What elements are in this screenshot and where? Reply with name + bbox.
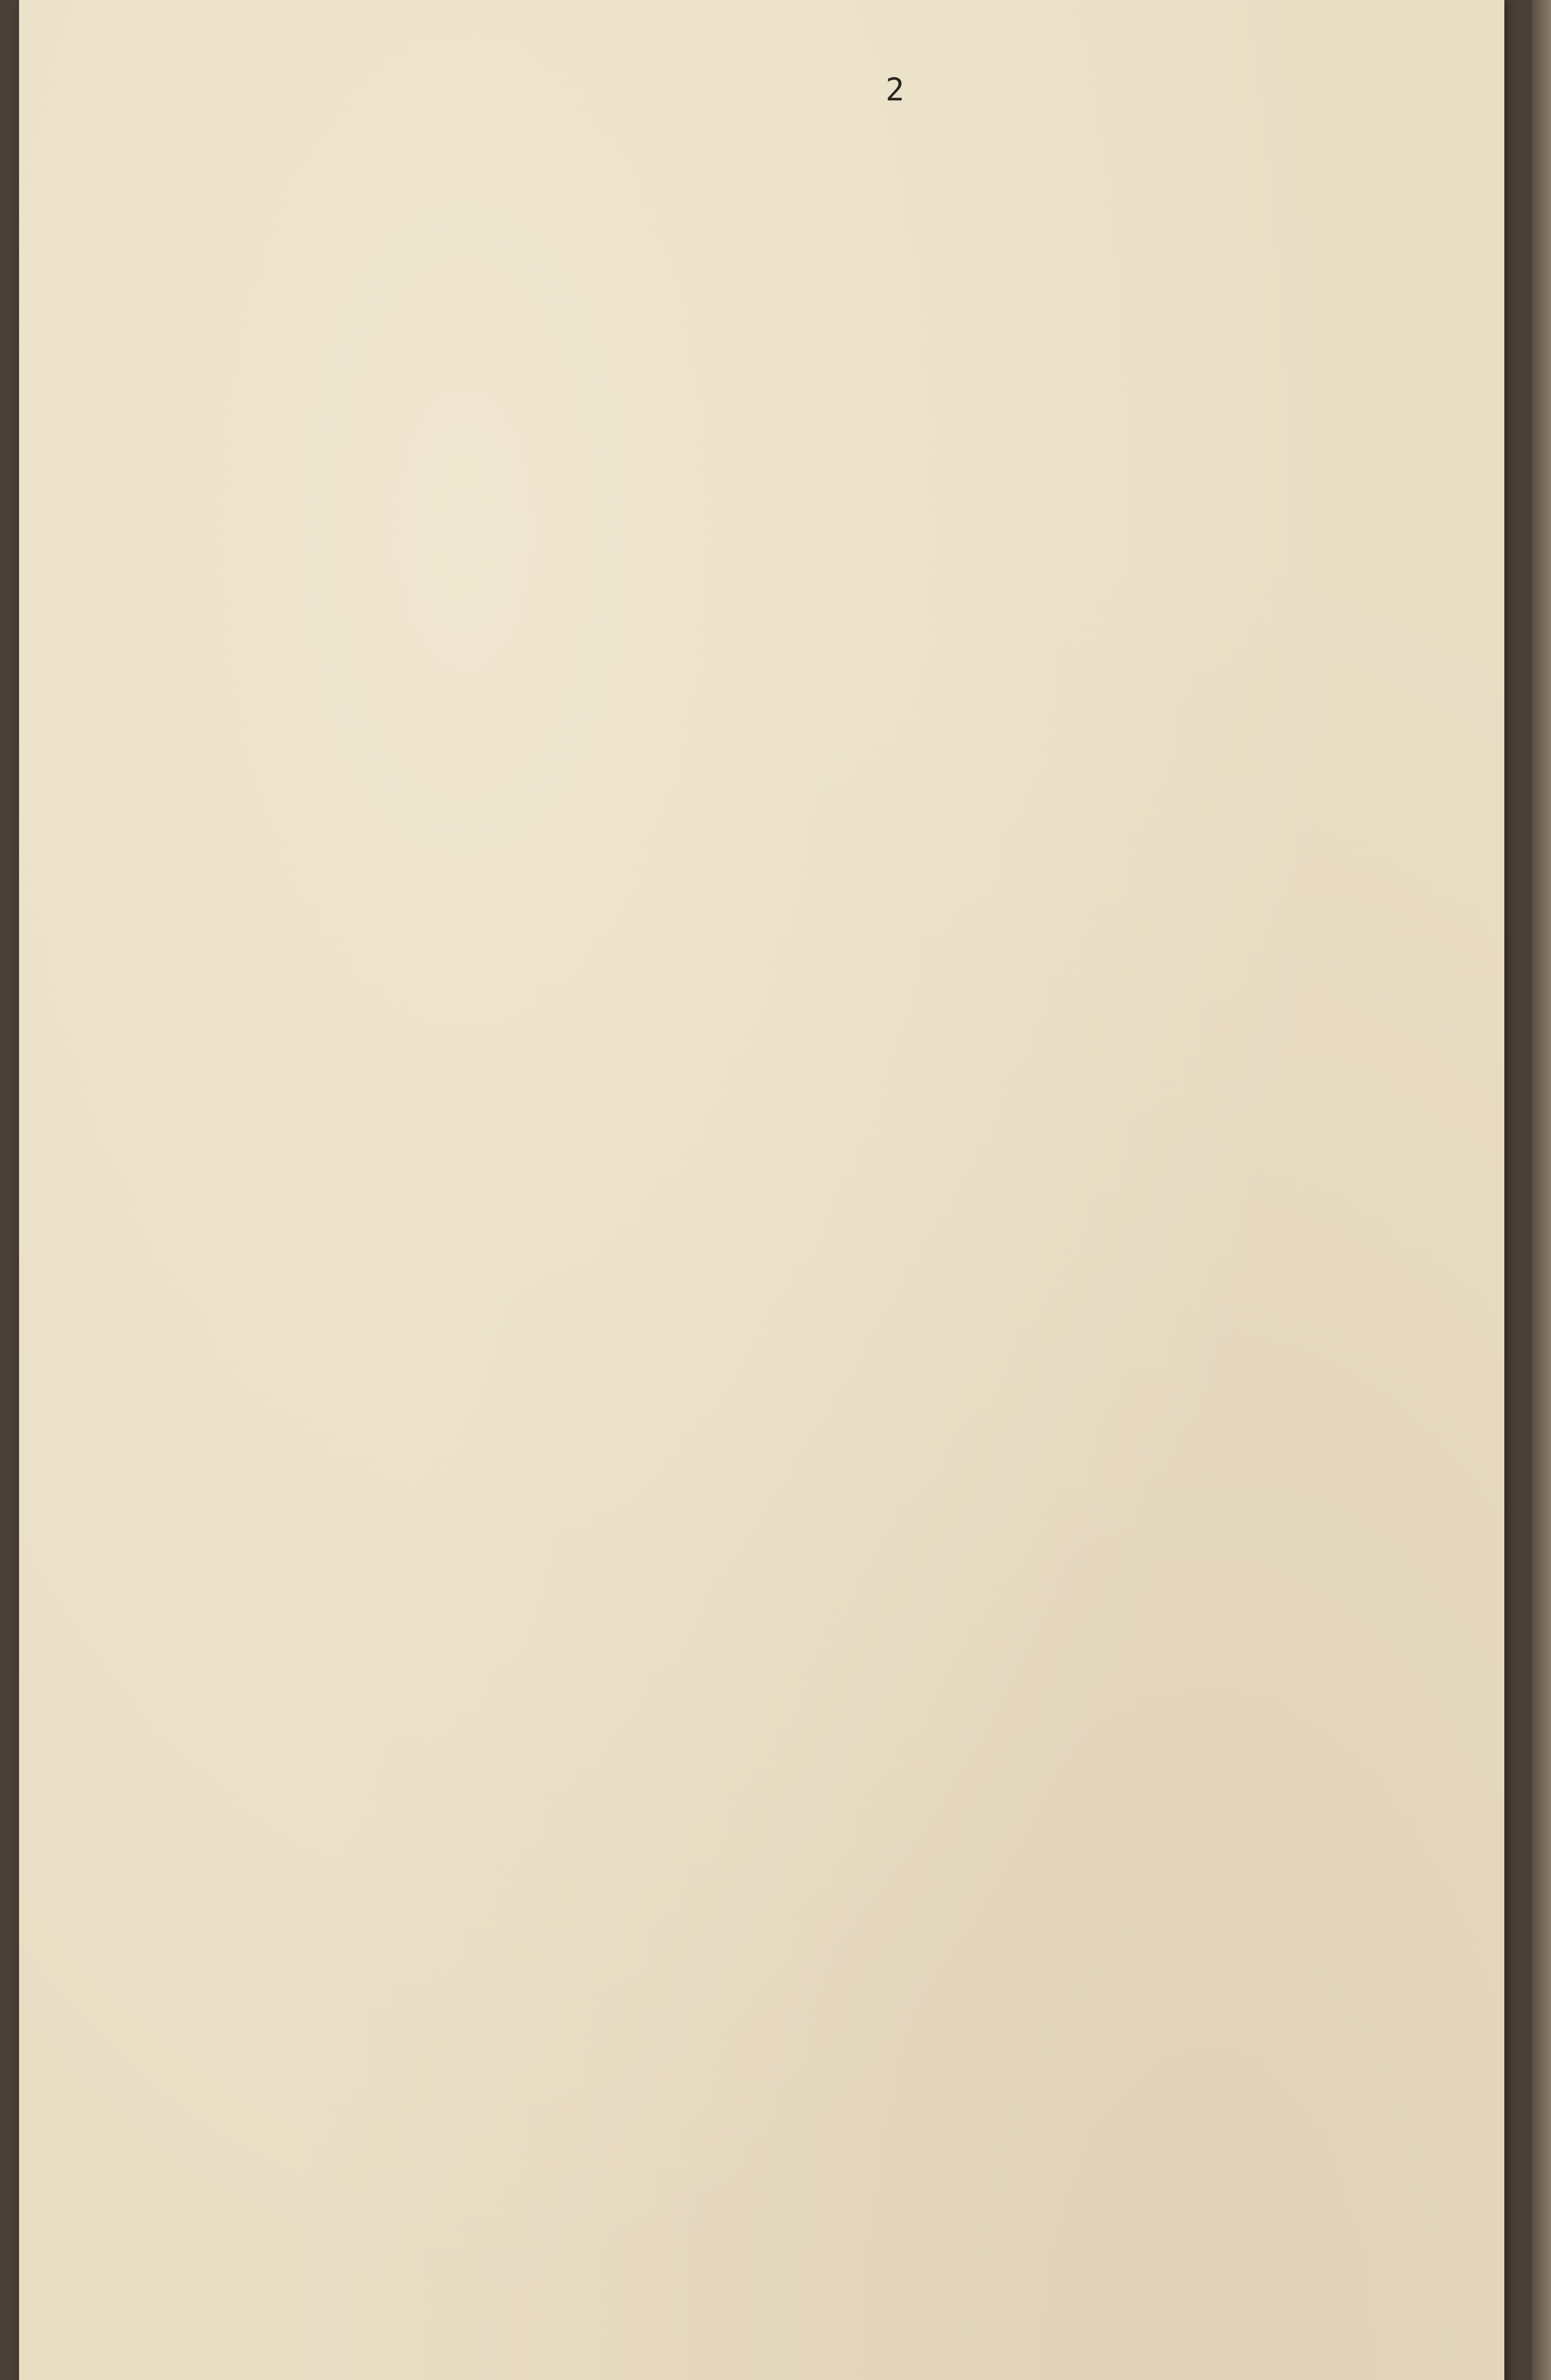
document-page	[19, 0, 1504, 2380]
page-edge	[1532, 0, 1551, 2380]
page-number: 2	[885, 71, 905, 108]
